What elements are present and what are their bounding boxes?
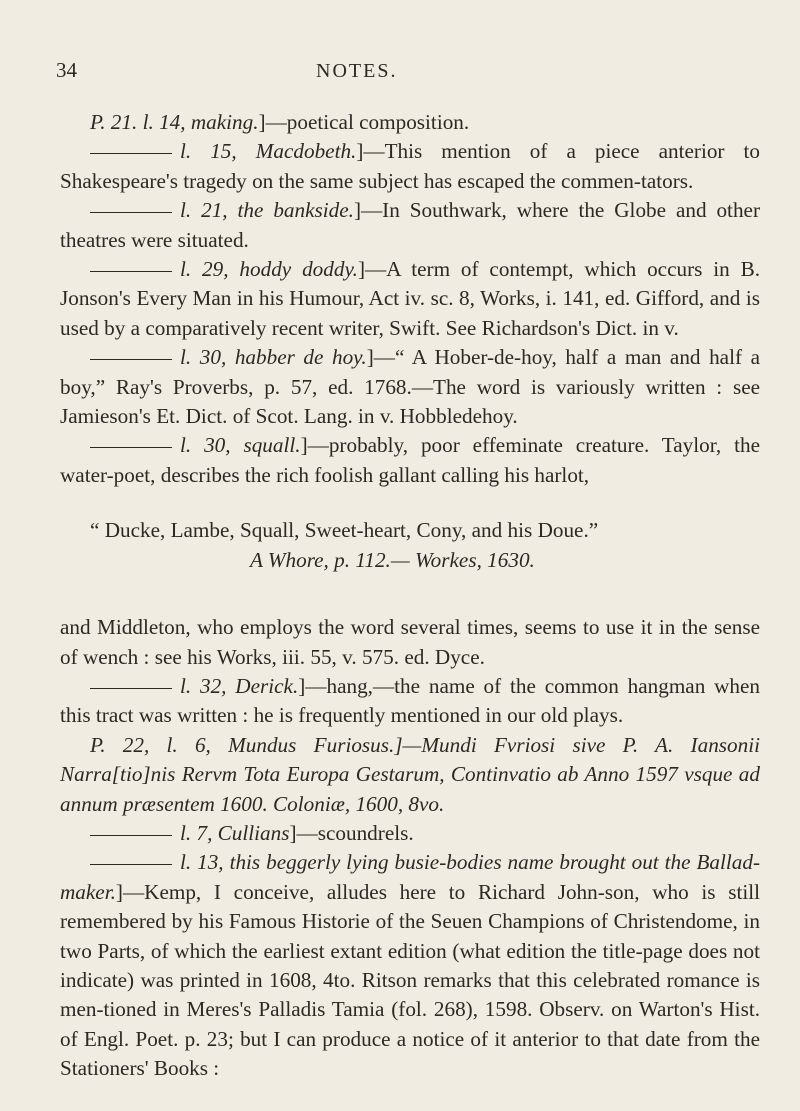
- note-term: Macdobeth.: [255, 139, 357, 164]
- page: [56, 58, 761, 1084]
- note-text: ]—A term of contempt, which occurs in B. Jonson's Every Man in his Humour, Act iv. sc. 8, Works, i. 141, ed. Gifford, and is used by a comparatively recent writer, Swift. See Richardson's Dict. in v.: [60, 257, 761, 340]
- note-ref: l. 7,: [180, 820, 213, 845]
- note-text: ]—probably, poor effeminate creature. Taylor, the water-poet, describes the rich foolish gallant calling his harlot,: [60, 433, 760, 487]
- note-l13: [60, 848, 760, 1083]
- ditto-rule: [90, 153, 172, 154]
- ditto-rule: [90, 212, 172, 213]
- note-l30-habber: [60, 343, 760, 431]
- running-head: NOTES.: [316, 60, 398, 82]
- ditto-rule: [90, 688, 172, 689]
- note-l32: [60, 672, 760, 731]
- quote-line: “ Ducke, Lambe, Squall, Sweet-heart, Cony, and his Doue.”: [90, 518, 599, 543]
- note-text: ]—scoundrels.: [289, 820, 414, 845]
- note-ref: l. 32,: [180, 673, 227, 698]
- note-text: ]—This mention of a piece anterior to Shakespeare's tragedy on the same subject has escaped the commen-tators.: [60, 139, 760, 193]
- quote-citation: A Whore, p. 112.— Workes, 1630.: [250, 547, 535, 572]
- note-text: ]—In Southwark, where the Globe and other theatres were situated.: [60, 198, 761, 252]
- note-ref: l. 13,: [180, 850, 224, 875]
- note-term: Mundus Furiosus.: [228, 732, 395, 757]
- ditto-rule: [90, 864, 172, 865]
- note-term: Derick.: [235, 673, 299, 698]
- note-p22-l6: [60, 731, 760, 819]
- block-quote: [60, 516, 760, 575]
- note-ref: l. 21,: [180, 198, 228, 223]
- notes-body: [60, 108, 760, 1084]
- ditto-rule: [90, 359, 172, 360]
- note-text: ]—hang,—the name of the common hangman when this tract was written : he is frequently mentioned in our old plays.: [60, 673, 761, 728]
- note-term: Cullians: [217, 820, 290, 845]
- note-term: habber de hoy.: [234, 345, 367, 370]
- note-l15: [60, 137, 760, 196]
- note-text: ]—poetical composition.: [258, 110, 470, 134]
- note-ref: l. 30,: [180, 433, 231, 458]
- note-text: ]—Mundi Fvriosi sive P. A. Iansonii Narra[tio]nis Rervm Tota Europa Gestarum, Continvatio ab Anno 1597 vsque ad annum præsentem 1600. Coloniæ, 1600, 8vo.: [60, 732, 760, 816]
- note-l7: [60, 819, 760, 848]
- note-l30-squall: [60, 431, 760, 490]
- note-term: hoddy doddy.: [239, 257, 358, 282]
- note-text: ]—“ A Hober-de-hoy, half a man and half a boy,” Ray's Proverbs, p. 57, ed. 1768.—The word is variously written : see Jamieson's Et. Dict. of Scot. Lang. in v. Hobbledehoy.: [60, 345, 761, 429]
- note-l29: [60, 255, 760, 343]
- continuation-paragraph: and Middleton, who employs the word several times, seems to use it in the sense of wench : see his Works, iii. 55, v. 575. ed. Dyce.: [60, 615, 760, 669]
- page-header: [56, 58, 760, 88]
- note-ref: P. 21. l. 14,: [90, 110, 186, 134]
- note-text: ]—Kemp, I conceive, alludes here to Richard John-son, who is still remembered by his Famous Historie of the Seuen Champions of Christendome, in two Parts, of which the earliest extant edition (what edition the title-page does not indicate) was printed in 1608, 4to. Ritson remarks that this celebrated romance is men-tioned in Meres's Palladis Tamia (fol. 268), 1598. Observ. on Warton's Hist. of Engl. Poet. p. 23; but I can produce a notice of it anterior to that date from the Stationers' Books :: [60, 879, 760, 1081]
- note-term: this beggerly lying busie-bodies name brought out the Ballad-maker.: [60, 850, 761, 904]
- note-l21: [60, 196, 760, 255]
- note-ref: P. 22, l. 6,: [90, 732, 211, 757]
- page-number: 34: [56, 58, 77, 82]
- note-ref: l. 15,: [180, 139, 237, 164]
- note-ref: l. 30,: [180, 345, 227, 370]
- ditto-rule: [90, 271, 172, 272]
- note-ref: l. 29,: [180, 257, 229, 282]
- ditto-rule: [90, 835, 172, 836]
- note-term: the bankside.: [237, 198, 354, 223]
- note-term: making.: [190, 110, 259, 134]
- note-p21-l14: [60, 108, 760, 137]
- note-term: squall.: [243, 433, 301, 458]
- ditto-rule: [90, 447, 172, 448]
